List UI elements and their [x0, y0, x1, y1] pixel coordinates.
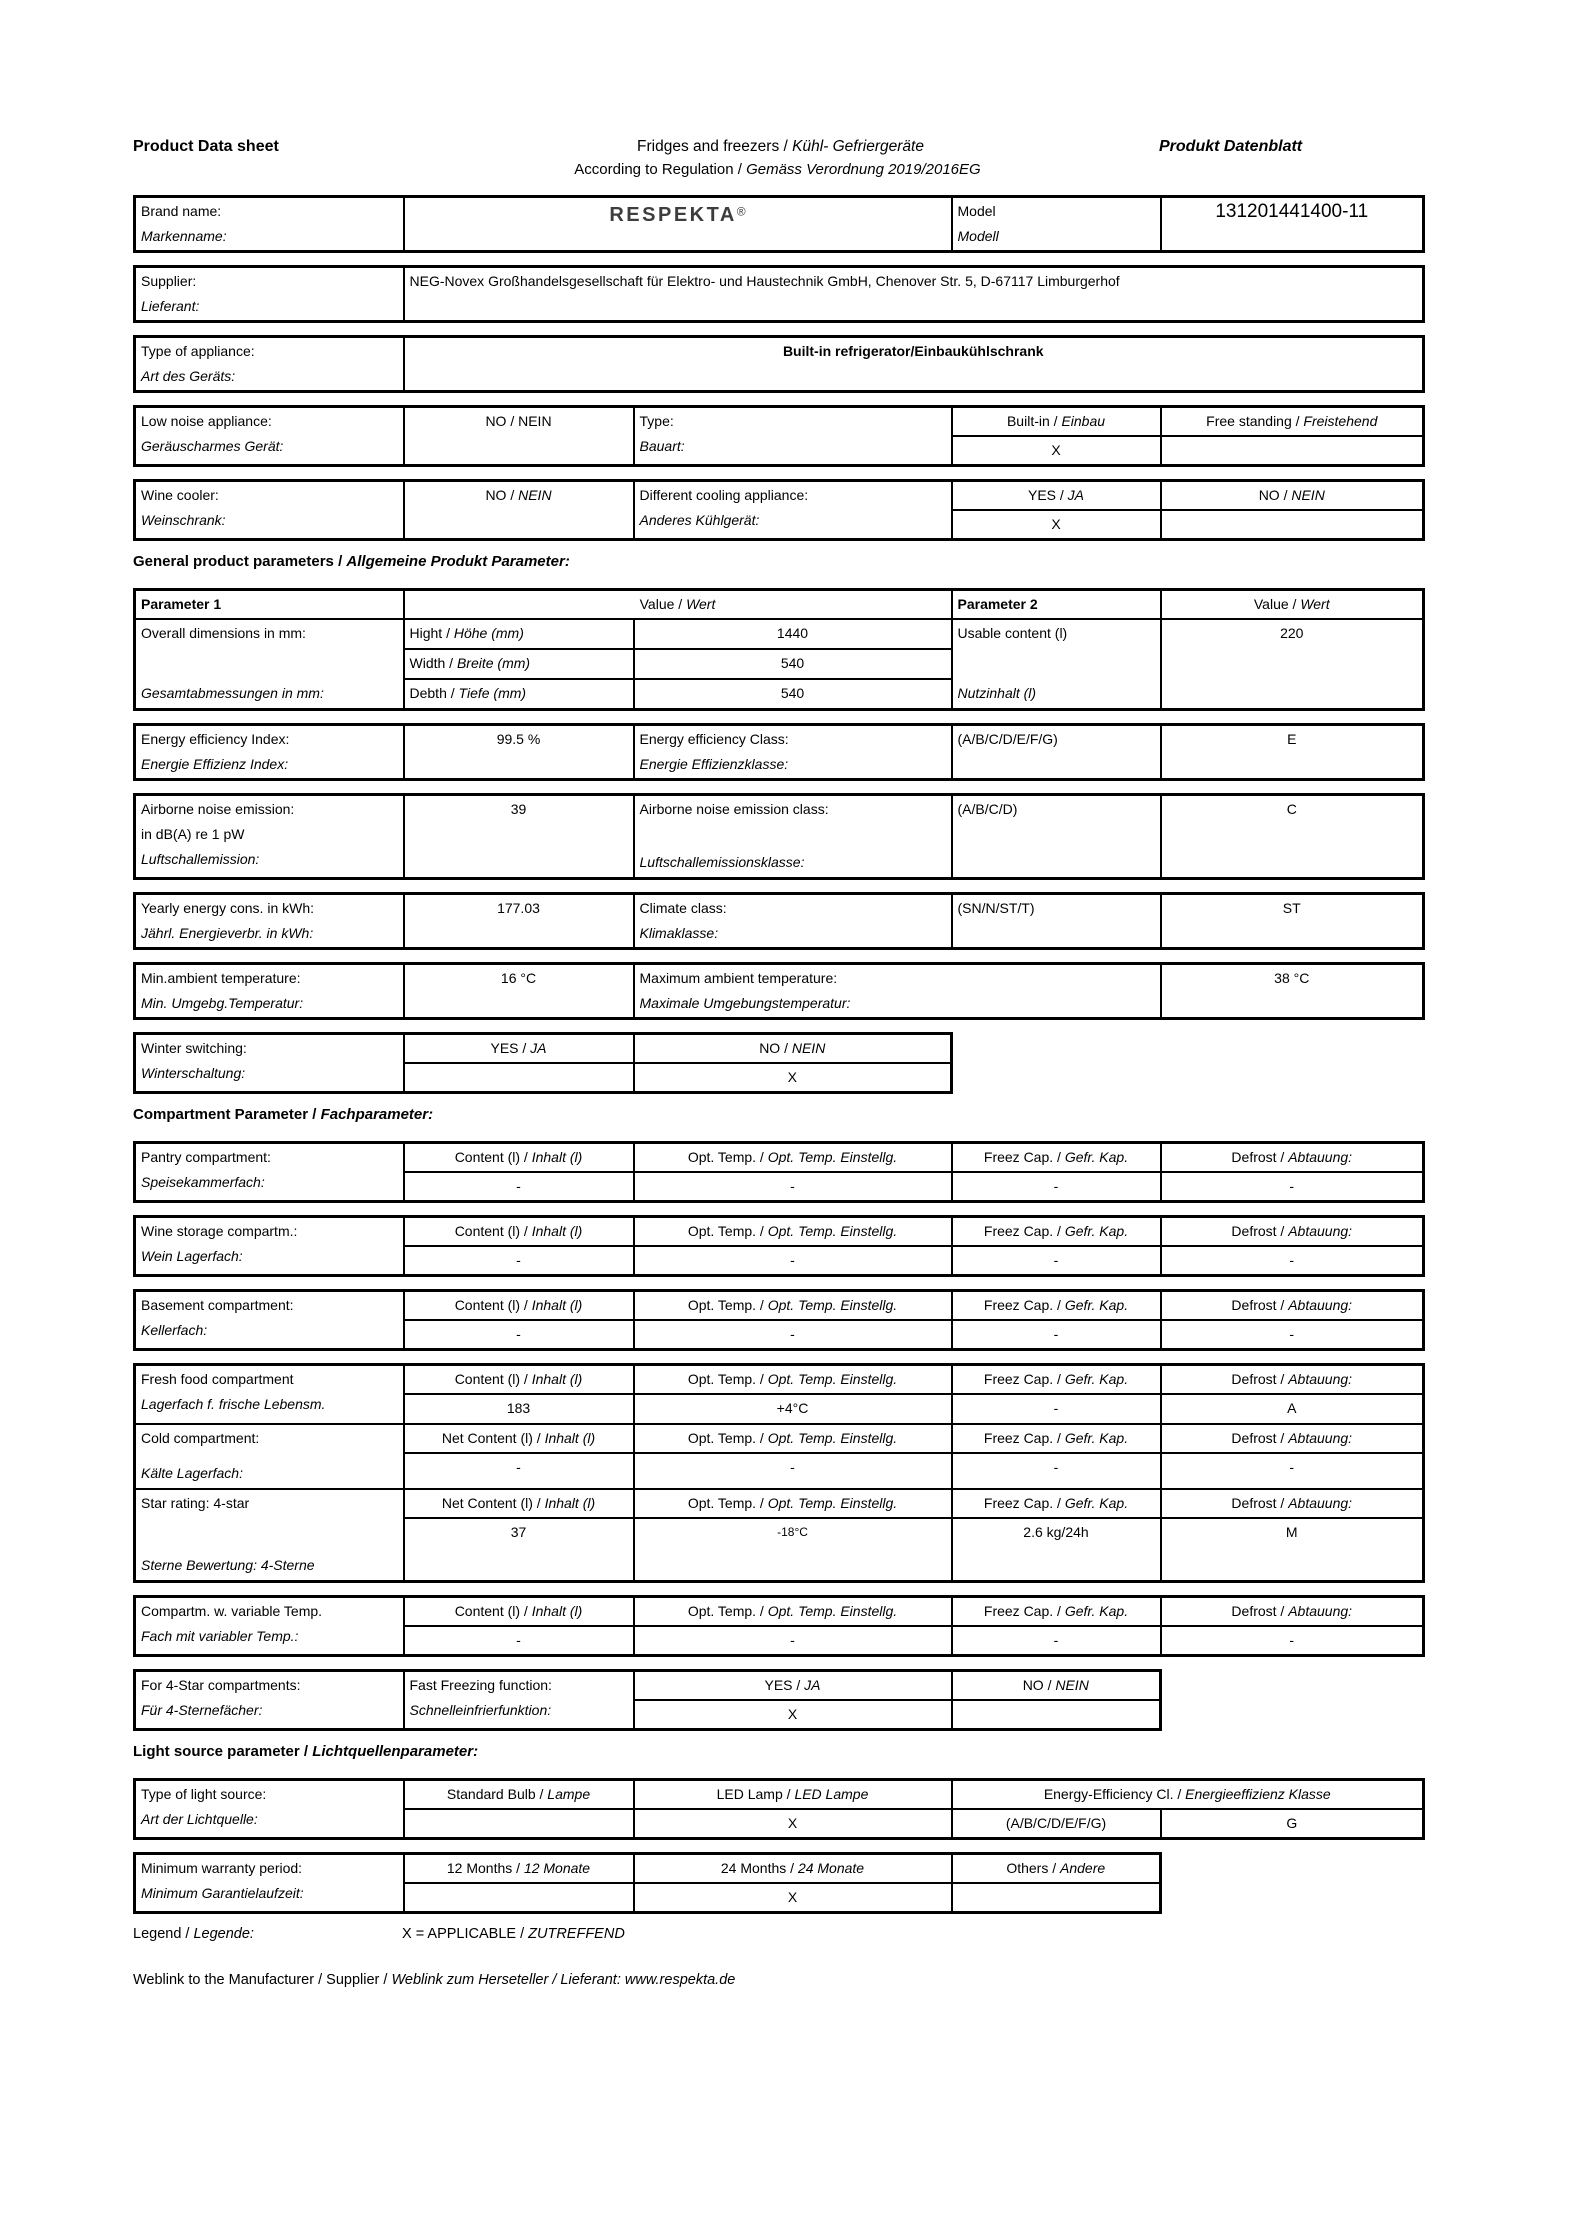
- low-noise-value: NO / NEIN: [404, 407, 634, 466]
- fast-freezing-yes-mark: X: [634, 1700, 952, 1730]
- noise-label: Airborne noise emission: in dB(A) re 1 pW Luftschallemission:: [135, 794, 404, 878]
- build-type-label: Type: Bauart:: [634, 407, 952, 466]
- opt-temp-header: Opt. Temp. / Opt. Temp. Einstellg.: [634, 1597, 952, 1627]
- freez-cap-header: Freez Cap. / Gefr. Kap.: [952, 1142, 1161, 1172]
- freez-cap-header: Freez Cap. / Gefr. Kap.: [952, 1290, 1161, 1320]
- wine-cooler-table: [133, 479, 1425, 541]
- min-ambient-value: 16 °C: [404, 963, 634, 1018]
- depth-value: 540: [634, 679, 952, 709]
- star-freez-cap: 2.6 kg/24h: [952, 1518, 1161, 1582]
- low-noise-label: Low noise appliance: Geräuscharmes Gerät:: [135, 407, 404, 466]
- pantry-content: -: [404, 1172, 634, 1202]
- cold-compartment-label: Cold compartment: Kälte Lagerfach:: [135, 1424, 404, 1489]
- width-value: 540: [634, 649, 952, 679]
- content-header: Content (l) / Inhalt (l): [404, 1290, 634, 1320]
- variable-temp-opt-temp: -: [634, 1626, 952, 1656]
- height-label: Hight / Höhe (mm): [404, 619, 634, 649]
- star-defrost: M: [1161, 1518, 1424, 1582]
- star-rating-label: Star rating: 4-star Sterne Bewertung: 4-Sterne: [135, 1489, 404, 1582]
- param2-header: Parameter 2: [952, 590, 1161, 620]
- freez-cap-header: Freez Cap. / Gefr. Kap.: [952, 1597, 1161, 1627]
- net-content-header: Net Content (l) / Inhalt (l): [404, 1489, 634, 1518]
- weblink-url: www.respekta.de: [620, 1972, 736, 1988]
- light-efficiency-header: Energy-Efficiency Cl. / Energieeffizienz Klasse: [952, 1780, 1424, 1810]
- supplier-table: [133, 265, 1425, 323]
- fast-freezing-label: Fast Freezing function: Schnelleinfrierfunktion:: [404, 1671, 634, 1730]
- variable-temp-label: Compartm. w. variable Temp. Fach mit variabler Temp.:: [135, 1597, 404, 1656]
- star-opt-temp: -18°C: [634, 1518, 952, 1582]
- warranty-24-months-option: 24 Months / 24 Monate: [634, 1854, 952, 1884]
- fresh-food-label: Fresh food compartment Lagerfach f. frische Lebensm.: [135, 1364, 404, 1424]
- diff-yes-mark: X: [952, 510, 1161, 540]
- freez-cap-header: Freez Cap. / Gefr. Kap.: [952, 1424, 1161, 1453]
- cold-content: -: [404, 1453, 634, 1489]
- noise-class-value: C: [1161, 794, 1424, 878]
- wine-storage-opt-temp: -: [634, 1246, 952, 1276]
- energy-consumption-table: [133, 892, 1425, 950]
- warranty-others-option: Others / Andere: [952, 1854, 1161, 1884]
- regulation-subtitle: According to Regulation / Gemäss Verordnung 2019/2016EG: [574, 161, 981, 178]
- brand-table: [133, 195, 1425, 253]
- width-label: Width / Breite (mm): [404, 649, 634, 679]
- section-light-source-parameters: Light source parameter / Lichtquellenparameter:: [133, 1743, 479, 1760]
- low-noise-table: [133, 405, 1425, 467]
- usable-content-label: Usable content (l) Nutzinhalt (l): [952, 619, 1161, 709]
- light-source-label: Type of light source: Art der Lichtquelle:: [135, 1780, 404, 1839]
- opt-temp-header: Opt. Temp. / Opt. Temp. Einstellg.: [634, 1216, 952, 1246]
- fast-freezing-yes-option: YES / JA: [634, 1671, 952, 1701]
- supplier-label: Supplier: Lieferant:: [135, 267, 404, 322]
- cold-defrost: -: [1161, 1453, 1424, 1489]
- winter-switching-table: [133, 1032, 953, 1094]
- depth-label: Debth / Tiefe (mm): [404, 679, 634, 709]
- freez-cap-header: Freez Cap. / Gefr. Kap.: [952, 1489, 1161, 1518]
- brand-label: Brand name: Markenname:: [135, 197, 404, 252]
- page-title: Product Data sheet: [133, 138, 279, 155]
- fast-freezing-no-option: NO / NEIN: [952, 1671, 1161, 1701]
- basement-label: Basement compartment: Kellerfach:: [135, 1290, 404, 1349]
- basement-freez-cap: -: [952, 1320, 1161, 1350]
- net-content-header: Net Content (l) / Inhalt (l): [404, 1424, 634, 1453]
- energy-cons-label: Yearly energy cons. in kWh: Jährl. Energieverbr. in kWh:: [135, 893, 404, 948]
- fast-freezing-no-mark: [952, 1700, 1161, 1730]
- basement-content: -: [404, 1320, 634, 1350]
- noise-value: 39: [404, 794, 634, 878]
- energy-cons-value: 177.03: [404, 893, 634, 948]
- appliance-type-label: Type of appliance: Art des Geräts:: [135, 337, 404, 392]
- opt-temp-header: Opt. Temp. / Opt. Temp. Einstellg.: [634, 1364, 952, 1394]
- fresh-food-freez-cap: -: [952, 1394, 1161, 1424]
- pantry-opt-temp: -: [634, 1172, 952, 1202]
- min-ambient-label: Min.ambient temperature: Min. Umgebg.Temperatur:: [135, 963, 404, 1018]
- max-ambient-label: Maximum ambient temperature: Maximale Umgebungstemperatur:: [634, 963, 1161, 1018]
- value1-header: Value / Wert: [404, 590, 952, 620]
- four-star-label: For 4-Star compartments: Für 4-Sternefächer:: [135, 1671, 404, 1730]
- cold-opt-temp: -: [634, 1453, 952, 1489]
- defrost-header: Defrost / Abtauung:: [1161, 1364, 1424, 1394]
- basement-opt-temp: -: [634, 1320, 952, 1350]
- model-label: Model Modell: [952, 197, 1161, 252]
- opt-temp-header: Opt. Temp. / Opt. Temp. Einstellg.: [634, 1489, 952, 1518]
- warranty-12-months-mark: [404, 1883, 634, 1913]
- diff-no-mark: [1161, 510, 1424, 540]
- usable-content-value: 220: [1161, 619, 1424, 709]
- wine-storage-compartment-table: [133, 1215, 1425, 1277]
- content-header: Content (l) / Inhalt (l): [404, 1216, 634, 1246]
- climate-class-label: Climate class: Klimaklasse:: [634, 893, 952, 948]
- page-header: [133, 138, 1422, 156]
- standard-bulb-option: Standard Bulb / Lampe: [404, 1780, 634, 1810]
- param1-header: Parameter 1: [135, 590, 404, 620]
- wine-storage-label: Wine storage compartm.: Wein Lagerfach:: [135, 1216, 404, 1275]
- pantry-compartment-table: [133, 1141, 1425, 1203]
- variable-temp-compartment-table: [133, 1595, 1425, 1657]
- led-lamp-option: LED Lamp / LED Lampe: [634, 1780, 952, 1810]
- height-value: 1440: [634, 619, 952, 649]
- opt-temp-header: Opt. Temp. / Opt. Temp. Einstellg.: [634, 1142, 952, 1172]
- legend: [133, 1926, 1422, 1942]
- energy-index-table: [133, 723, 1425, 781]
- defrost-header: Defrost / Abtauung:: [1161, 1216, 1424, 1246]
- wine-cooler-label: Wine cooler: Weinschrank:: [135, 481, 404, 540]
- defrost-header: Defrost / Abtauung:: [1161, 1489, 1424, 1518]
- opt-temp-header: Opt. Temp. / Opt. Temp. Einstellg.: [634, 1424, 952, 1453]
- defrost-header: Defrost / Abtauung:: [1161, 1597, 1424, 1627]
- brand-logo: respekta: [609, 196, 737, 227]
- wine-storage-freez-cap: -: [952, 1246, 1161, 1276]
- winter-switching-label: Winter switching: Winterschaltung:: [135, 1033, 404, 1092]
- pantry-defrost: -: [1161, 1172, 1424, 1202]
- fresh-food-defrost: A: [1161, 1394, 1424, 1424]
- ambient-temperature-table: [133, 962, 1425, 1020]
- different-cooling-label: Different cooling appliance: Anderes Kühlgerät:: [634, 481, 952, 540]
- legend-label: Legend / Legende:: [133, 1926, 254, 1942]
- datasheet-content: [133, 138, 1422, 1988]
- section-compartment-parameters: Compartment Parameter / Fachparameter:: [133, 1105, 434, 1123]
- dimensions-label: Overall dimensions in mm: Gesamtabmessungen in mm:: [135, 619, 404, 709]
- registered-mark: ®: [736, 204, 746, 219]
- appliance-type-value: Built-in refrigerator/Einbaukühlschrank: [404, 337, 1424, 392]
- value2-header: Value / Wert: [1161, 590, 1424, 620]
- warranty-table: [133, 1852, 1162, 1914]
- noise-class-scale: (A/B/C/D): [952, 794, 1161, 878]
- star-content: 37: [404, 1518, 634, 1582]
- energy-class-label: Energy efficiency Class: Energie Effizienzklasse:: [634, 724, 952, 779]
- defrost-header: Defrost / Abtauung:: [1161, 1290, 1424, 1320]
- section-general-parameters: General product parameters / Allgemeine Produkt Parameter:: [133, 553, 570, 570]
- wine-storage-defrost: -: [1161, 1246, 1424, 1276]
- variable-temp-freez-cap: -: [952, 1626, 1161, 1656]
- legend-value: X = APPLICABLE / ZUTREFFEND: [402, 1926, 625, 1942]
- fresh-food-content: 183: [404, 1394, 634, 1424]
- four-star-table: [133, 1669, 1162, 1731]
- fresh-food-opt-temp: +4°C: [634, 1394, 952, 1424]
- fresh-cold-star-table: [133, 1363, 1425, 1584]
- climate-class-value: ST: [1161, 893, 1424, 948]
- light-efficiency-scale: (A/B/C/D/E/F/G): [952, 1809, 1161, 1839]
- content-header: Content (l) / Inhalt (l): [404, 1142, 634, 1172]
- warranty-others-mark: [952, 1883, 1161, 1913]
- climate-class-scale: (SN/N/ST/T): [952, 893, 1161, 948]
- free-standing-mark: [1161, 436, 1424, 466]
- freez-cap-header: Freez Cap. / Gefr. Kap.: [952, 1364, 1161, 1394]
- diff-yes-option: YES / JA: [952, 481, 1161, 511]
- warranty-24-months-mark: X: [634, 1883, 952, 1913]
- free-standing-option: Free standing / Freistehend: [1161, 407, 1424, 437]
- manufacturer-weblink: Weblink to the Manufacturer / Supplier / Weblink zum Herseteller / Lieferant: www.respekta.de: [133, 1972, 736, 1988]
- built-in-option: Built-in / Einbau: [952, 407, 1161, 437]
- led-lamp-mark: X: [634, 1809, 952, 1839]
- light-efficiency-value: G: [1161, 1809, 1424, 1839]
- pantry-label: Pantry compartment: Speisekammerfach:: [135, 1142, 404, 1201]
- basement-defrost: -: [1161, 1320, 1424, 1350]
- winter-no-mark: X: [634, 1063, 952, 1093]
- brand-logo-cell: [404, 197, 952, 252]
- warranty-12-months-option: 12 Months / 12 Monate: [404, 1854, 634, 1884]
- light-source-table: [133, 1778, 1425, 1840]
- wine-storage-content: -: [404, 1246, 634, 1276]
- content-header: Content (l) / Inhalt (l): [404, 1364, 634, 1394]
- standard-bulb-mark: [404, 1809, 634, 1839]
- page-title-german: Produkt Datenblatt: [1159, 138, 1303, 155]
- variable-temp-content: -: [404, 1626, 634, 1656]
- variable-temp-defrost: -: [1161, 1626, 1424, 1656]
- appliance-type-table: [133, 335, 1425, 393]
- winter-no-option: NO / NEIN: [634, 1033, 952, 1063]
- model-number: 131201441400-11: [1161, 197, 1424, 252]
- general-parameters-table: [133, 588, 1425, 711]
- winter-yes-option: YES / JA: [404, 1033, 634, 1063]
- noise-class-label: Airborne noise emission class: Luftschallemissionsklasse:: [634, 794, 952, 878]
- opt-temp-header: Opt. Temp. / Opt. Temp. Einstellg.: [634, 1290, 952, 1320]
- category-title: Fridges and freezers / Kühl- Gefriergeräte: [637, 138, 924, 155]
- max-ambient-value: 38 °C: [1161, 963, 1424, 1018]
- basement-compartment-table: [133, 1289, 1425, 1351]
- content-header: Content (l) / Inhalt (l): [404, 1597, 634, 1627]
- defrost-header: Defrost / Abtauung:: [1161, 1424, 1424, 1453]
- warranty-label: Minimum warranty period: Minimum Garantielaufzeit:: [135, 1854, 404, 1913]
- defrost-header: Defrost / Abtauung:: [1161, 1142, 1424, 1172]
- energy-index-label: Energy efficiency Index: Energie Effizienz Index:: [135, 724, 404, 779]
- built-in-mark: X: [952, 436, 1161, 466]
- pantry-freez-cap: -: [952, 1172, 1161, 1202]
- energy-index-value: 99.5 %: [404, 724, 634, 779]
- winter-yes-mark: [404, 1063, 634, 1093]
- noise-table: [133, 793, 1425, 880]
- supplier-value: NEG-Novex Großhandelsgesellschaft für Elektro- und Haustechnik GmbH, Chenover Str. 5, D-67117 Limburgerhof: [404, 267, 1424, 322]
- energy-class-value: E: [1161, 724, 1424, 779]
- energy-class-scale: (A/B/C/D/E/F/G): [952, 724, 1161, 779]
- freez-cap-header: Freez Cap. / Gefr. Kap.: [952, 1216, 1161, 1246]
- cold-freez-cap: -: [952, 1453, 1161, 1489]
- wine-cooler-value: NO / NEIN: [404, 481, 634, 540]
- diff-no-option: NO / NEIN: [1161, 481, 1424, 511]
